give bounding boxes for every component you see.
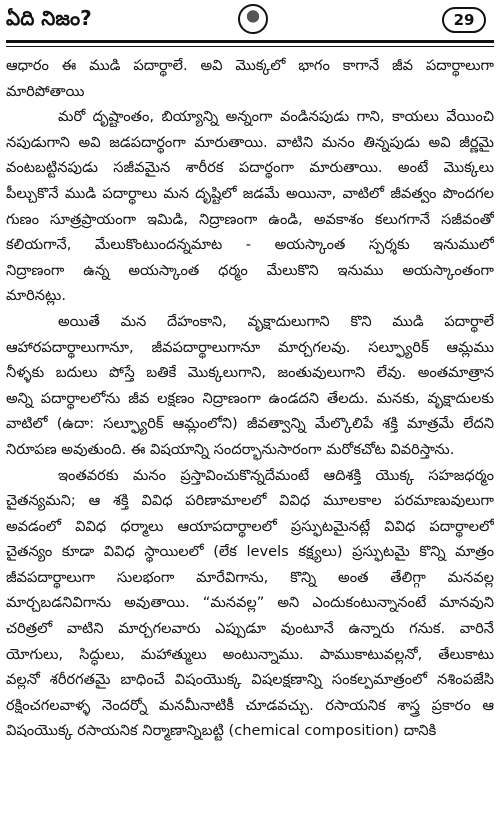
text-line: వంటబట్టినపుడు సజీవమైన శారీరక పదార్థంగా మారుతాయి. అంటే మొక్కలు: [6, 159, 494, 177]
text-line: ఇంతవరకు మనం ప్రస్తావించుకొన్నదేమంటే ఆదిశక్తి యొక్క సహజధర్మం: [58, 466, 494, 484]
text-line: అన్ని పదార్థాలలోను జీవ లక్షణం నిద్రాణంగా ఉండదని తేలదు. మనకు, వృక్షాదులకు: [6, 389, 494, 407]
text-line: వాటిలో (ఉదా: సల్ఫ్యూరిక్ ఆమ్లంలోని) జీవత్వాన్ని మేల్కొలిపే శక్తి మాత్రమే లేదని: [6, 415, 494, 433]
text-line: రక్షించగలవాళ్ళ నెందర్నో మనమీనాటికీ చూడవచ్చు. రసాయనిక శాస్త్ర ప్రకారం ఆ: [6, 696, 494, 714]
text-line: నీళ్ళకు బదులు పోస్తే బతికే మొక్కలుగాని, జంతువులుగాని లేవు. అంతమాత్రాన: [6, 364, 494, 382]
text-line: గుణం సూత్రప్రాయంగా ఇమిడి, నిద్రాణంగా ఉండి, అవకాశం కలుగగానే సజీవంతో: [6, 210, 494, 228]
text-line: చైతన్యమని; ఆ శక్తి వివిధ పరిణామాలలో వివిధ మూలకాల పరమాణువులుగా: [6, 492, 494, 510]
text-line: మారినట్లు.: [6, 287, 66, 305]
text-line: మరో దృష్టాంతం, బియ్యాన్ని అన్నంగా వండినపుడు గాని, కాయలు వేయించి: [58, 108, 494, 126]
paragraph: [6, 53, 494, 104]
text-line: మార్చబడనివిగాను అవుతాయి. “మనవల్ల” అని ఎందుకంటున్నానంటే మానవుని: [6, 594, 494, 612]
running-title: ఏది నిజం?: [6, 5, 92, 30]
paragraph: [6, 463, 494, 745]
text-line: యోగులు, సిద్ధులు, మహాత్ములు అంటున్నాము. పాముకాటువల్లనో, తేలుకాటు: [6, 645, 494, 663]
text-line: నపుడుగాని అవి జడపదార్థంగా మారుతాయి. వాటిని మనం తిన్నపుడు అవి జీర్ణమై: [6, 133, 494, 151]
paragraph: [6, 309, 494, 463]
portrait-emblem-icon: [238, 4, 268, 34]
text-line: అయితే మన దేహంకాని, వృక్షాదులుగాని కొని ముడి పదార్థాలే: [58, 312, 494, 330]
page-number: 29: [442, 7, 486, 33]
text-line: విషంయొక్క రసాయనిక నిర్మాణాన్నిబట్టి (chemical composition) దానికి: [6, 722, 437, 740]
text-line: పీల్చుకొనే ముడి పదార్థాలు మన దృష్టిలో జడమే అయినా, వాటిలో జీవత్వం పొందగల: [6, 184, 494, 202]
text-line: వల్లనో శరీరగతమై బాధించే విషంయొక్క విషలక్షణాన్ని సంకల్పమాత్రంలో నశింపజేసి: [6, 671, 494, 689]
body-text: [6, 53, 494, 744]
paragraph: [6, 104, 494, 309]
text-line: జీవపదార్థాలుగా సులభంగా మారేవిగాను, కొన్ని అంత తేలిగ్గా మనవల్ల: [6, 568, 494, 586]
text-line: ఆధారం ఈ ముడి పదార్థాలే. అవి మొక్కలో భాగం కాగానే జీవ పదార్థాలుగా: [6, 57, 494, 74]
text-line: నిరూపణ అవుతుంది. ఈ విషయాన్ని సందర్భానుసారంగా మరోకచోట వివరిస్తాను.: [6, 440, 455, 458]
text-line: చరిత్రలో వాటిని మార్చగలవారు ఎప్పుడూ వుంటూనే ఉన్నారు గనుక. వారినే: [6, 620, 494, 638]
text-line: నిద్రాణంగా ఉన్న అయస్కాంత ధర్మం మేలుకొని ఇనుము అయస్కాంతంగా: [6, 261, 494, 279]
page-header: [6, 0, 494, 43]
text-line: కలియగానే, మేలుకొంటుందన్నమాట - అయస్కాంత స్పర్శకు ఇనుములో: [6, 236, 494, 254]
text-line: మారిపోతాయి: [6, 82, 85, 100]
text-line: చైతన్యం కూడా వివిధ స్థాయిలలో (లేక levels కక్ష్యలు) ప్రస్ఫుటమై కొన్ని మాత్రం: [6, 543, 494, 561]
text-line: అవడంలో వివిధ ధర్మాలు ఆయాపదార్థాలలో ప్రస్ఫుటమైనట్లే వివిధ పదార్థాలలో: [6, 517, 494, 535]
text-line: ఆహారపదార్థాలుగానూ, జీవపదార్థాలుగానూ మార్చగలవు. సల్ఫ్యూరిక్ ఆమ్లము: [6, 338, 494, 356]
